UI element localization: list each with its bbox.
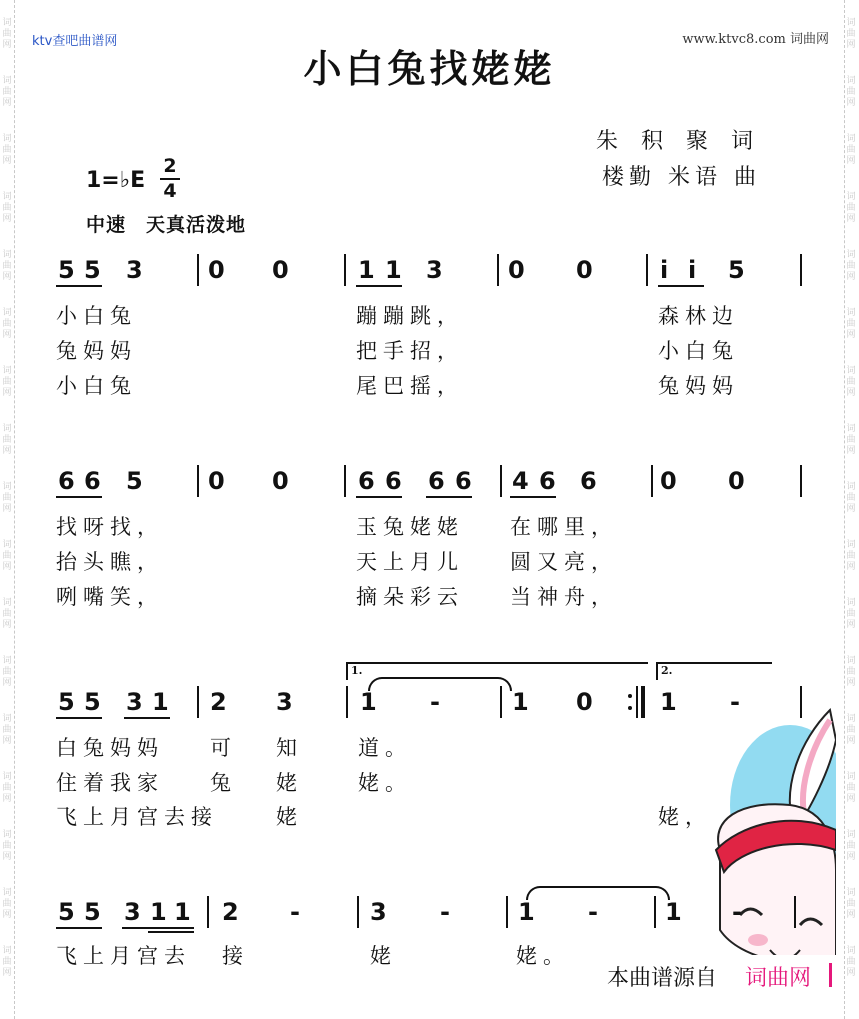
lyric: 抬头瞧， (56, 550, 164, 574)
watermark-text: 词 曲 网 (846, 946, 856, 978)
tie (526, 886, 670, 900)
lyric: 兔妈妈 (658, 374, 739, 398)
note: 5 (84, 688, 101, 716)
note: 4 (512, 467, 529, 495)
note: 0 (660, 467, 677, 495)
watermark-text: 词 曲 网 (2, 76, 12, 108)
watermark-text: 词 曲 网 (2, 424, 12, 456)
barline (500, 465, 502, 497)
note: 2 (222, 898, 239, 926)
note: 1 (518, 898, 535, 926)
watermark-text: 词 曲 网 (2, 18, 12, 50)
lyric: 天上月儿 (356, 550, 464, 574)
barline (794, 896, 796, 928)
watermark-text: 词 曲 网 (846, 830, 856, 862)
note: 1 (150, 898, 167, 926)
note: 0 (208, 256, 225, 284)
barline (646, 254, 648, 286)
watermark-text: 词 曲 网 (2, 830, 12, 862)
watermark-text: 词 曲 网 (846, 714, 856, 746)
note: 6 (58, 467, 75, 495)
watermark-text: 词 曲 网 (2, 714, 12, 746)
lyric: 白兔妈妈 (56, 736, 164, 760)
note: 6 (428, 467, 445, 495)
lyric: 姥。 (516, 944, 570, 968)
lyric: 可 (210, 736, 237, 760)
barline (197, 686, 199, 718)
sixteenth-underline (148, 931, 194, 933)
watermark-text: 词 曲 网 (846, 598, 856, 630)
eighth-underline (56, 927, 102, 929)
watermark-text: 词 曲 网 (2, 250, 12, 282)
lyric: 当神舟， (510, 585, 618, 609)
watermark-text: 词 曲 网 (846, 772, 856, 804)
note: 0 (576, 688, 593, 716)
eighth-underline (356, 285, 402, 287)
lyric: 姥， (658, 805, 712, 829)
lyric: 兔 (210, 771, 237, 795)
system-4-notes (0, 898, 859, 938)
lyric: 飞上月宫去接 (56, 805, 218, 829)
lyric: 姥。 (358, 771, 412, 795)
note: 6 (84, 467, 101, 495)
barline (636, 686, 638, 718)
barline (197, 465, 199, 497)
second-ending-bracket (656, 662, 772, 680)
barline (500, 686, 502, 718)
lyric: 兔妈妈 (56, 339, 137, 363)
watermark-text: 词 曲 网 (846, 308, 856, 340)
eighth-underline (56, 717, 102, 719)
composer-credit: 楼勤 米语 曲 (602, 165, 761, 190)
site-link-left[interactable]: ktv查吧曲谱网 (32, 34, 118, 49)
site-link-right[interactable]: www.ktvc8.com 词曲网 (682, 32, 829, 47)
note: 1 (512, 688, 529, 716)
watermark-text: 词 曲 网 (2, 192, 12, 224)
source-divider (829, 963, 832, 987)
watermark-text: 词 曲 网 (846, 76, 856, 108)
lyric: 姥 (276, 805, 303, 829)
song-title: 小白兔找姥姥 (303, 46, 556, 91)
watermark-text: 词 曲 网 (2, 134, 12, 166)
first-ending-label: 1. (351, 664, 363, 677)
note: 0 (728, 467, 745, 495)
lyric: 知 (276, 736, 303, 760)
lyric: 接 (222, 944, 249, 968)
key-signature: 1=♭E (86, 168, 146, 193)
watermark-text: 词 曲 网 (2, 366, 12, 398)
lyric: 咧嘴笑， (56, 585, 164, 609)
repeat-dot (628, 706, 632, 710)
eighth-underline (124, 717, 170, 719)
barline (800, 254, 802, 286)
barline (800, 465, 802, 497)
barline (207, 896, 209, 928)
lyric: 在哪里， (510, 515, 618, 539)
watermark-text: 词 曲 网 (846, 366, 856, 398)
lyric: 飞上月宫去 (56, 944, 191, 968)
note: 1 (360, 688, 377, 716)
watermark-text: 词 曲 网 (2, 656, 12, 688)
note: 3 (426, 256, 443, 284)
barline (346, 686, 348, 718)
lyric: 圆又亮， (510, 550, 618, 574)
lyric: 玉兔姥姥 (356, 515, 464, 539)
watermark-text: 词 曲 网 (846, 18, 856, 50)
note: 0 (208, 467, 225, 495)
note: 5 (58, 898, 75, 926)
watermark-text: 词 曲 网 (2, 772, 12, 804)
watermark-text: 词 曲 网 (846, 134, 856, 166)
note: 0 (576, 256, 593, 284)
watermark-text: 词 曲 网 (846, 656, 856, 688)
system-1-notes (0, 256, 859, 296)
note: - (588, 898, 598, 926)
note: 5 (58, 688, 75, 716)
watermark-text: 词 曲 网 (2, 598, 12, 630)
note: - (290, 898, 300, 926)
lyric: 蹦蹦跳， (356, 304, 464, 328)
barline (197, 254, 199, 286)
eighth-underline (122, 927, 194, 929)
note: 3 (124, 898, 141, 926)
watermark-text: 词 曲 网 (2, 482, 12, 514)
tie (368, 677, 512, 691)
barline (357, 896, 359, 928)
note: - (730, 688, 740, 716)
note: 3 (276, 688, 293, 716)
barline (344, 254, 346, 286)
note: 6 (580, 467, 597, 495)
lyric: 把手招， (356, 339, 464, 363)
tempo-marking: 中速 天真活泼地 (86, 214, 247, 236)
lyric: 住着我家 (56, 771, 164, 795)
note: - (732, 898, 742, 926)
lyric: 摘朵彩云 (356, 585, 464, 609)
barline (506, 896, 508, 928)
note: - (440, 898, 450, 926)
note: 3 (126, 256, 143, 284)
note: 0 (272, 467, 289, 495)
lyricist-credit: 朱 积 聚 词 (596, 129, 761, 154)
watermark-text: 词 曲 网 (846, 888, 856, 920)
watermark-text: 词 曲 网 (846, 424, 856, 456)
lyric: 道。 (358, 736, 412, 760)
note: 6 (539, 467, 556, 495)
barline (651, 465, 653, 497)
note: 5 (84, 256, 101, 284)
barline (654, 896, 656, 928)
note: 1 (152, 688, 169, 716)
eighth-underline (56, 496, 102, 498)
watermark-text: 词 曲 网 (846, 250, 856, 282)
watermark-text: 词 曲 网 (2, 946, 12, 978)
watermark-text: 词 曲 网 (846, 482, 856, 514)
note: 6 (358, 467, 375, 495)
eighth-underline (56, 285, 102, 287)
note: 0 (272, 256, 289, 284)
watermark-text: 词 曲 网 (846, 192, 856, 224)
lyric: 小白兔 (56, 374, 137, 398)
note: - (430, 688, 440, 716)
time-top: 2 (163, 155, 177, 177)
lyric: 小白兔 (56, 304, 137, 328)
note: 1 (660, 688, 677, 716)
note: 5 (728, 256, 745, 284)
time-bottom: 4 (163, 180, 177, 202)
barline (344, 465, 346, 497)
note: 6 (385, 467, 402, 495)
watermark-text: 词 曲 网 (2, 540, 12, 572)
lyric: 森林边 (658, 304, 739, 328)
final-repeat-bar (641, 686, 645, 718)
note: 6 (455, 467, 472, 495)
note: i (688, 256, 697, 284)
barline (497, 254, 499, 286)
eighth-underline (356, 496, 402, 498)
lyric: 姥 (370, 944, 397, 968)
watermark-text: 词 曲 网 (846, 540, 856, 572)
note: 3 (126, 688, 143, 716)
eighth-underline (510, 496, 556, 498)
note: 3 (370, 898, 387, 926)
lyric: 找呀找， (56, 515, 164, 539)
note: 0 (508, 256, 525, 284)
note: 5 (126, 467, 143, 495)
system-2-notes (0, 467, 859, 507)
note: i (660, 256, 669, 284)
note: 1 (358, 256, 375, 284)
lyric: 尾巴摇， (356, 374, 464, 398)
repeat-dot (628, 694, 632, 698)
note: 1 (174, 898, 191, 926)
lyric: 姥 (276, 771, 303, 795)
source-prefix: 本曲谱源自 (607, 966, 718, 991)
note: 5 (58, 256, 75, 284)
lyric: 小白兔 (658, 339, 739, 363)
note: 2 (210, 688, 227, 716)
time-signature (160, 156, 180, 202)
eighth-underline (658, 285, 704, 287)
note: 1 (665, 898, 682, 926)
eighth-underline (426, 496, 472, 498)
watermark-text: 词 曲 网 (2, 888, 12, 920)
source-footer (597, 955, 837, 995)
second-ending-label: 2. (661, 664, 673, 677)
note: 1 (385, 256, 402, 284)
source-site-link[interactable]: 词曲网 (745, 966, 812, 991)
watermark-text: 词 曲 网 (2, 308, 12, 340)
note: 5 (84, 898, 101, 926)
